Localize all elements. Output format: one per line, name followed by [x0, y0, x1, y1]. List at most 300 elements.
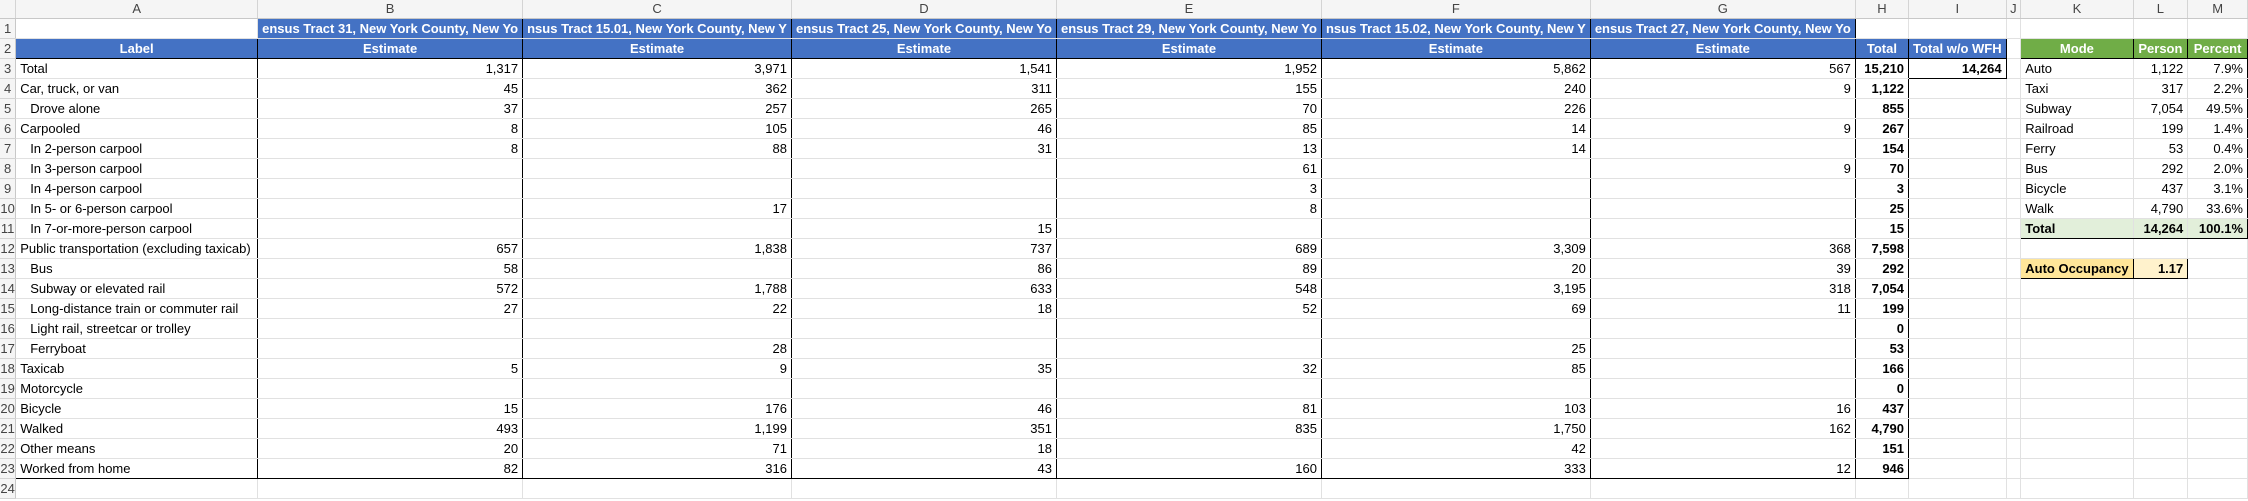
cell[interactable] [1590, 479, 1855, 499]
mode-table-header[interactable]: Percent [2188, 39, 2248, 59]
estimate-cell[interactable] [1590, 199, 1855, 219]
row-header[interactable]: 5 [0, 99, 16, 119]
cell[interactable] [1855, 19, 1908, 39]
estimate-cell[interactable]: 43 [791, 459, 1056, 479]
estimate-cell[interactable] [1321, 159, 1590, 179]
cell[interactable] [2006, 359, 2021, 379]
estimate-cell[interactable] [791, 159, 1056, 179]
estimate-cell[interactable]: 70 [1056, 99, 1321, 119]
cell[interactable] [2006, 319, 2021, 339]
cell[interactable] [1909, 159, 2007, 179]
estimate-cell[interactable] [1321, 219, 1590, 239]
cell[interactable] [2021, 399, 2133, 419]
estimate-cell[interactable]: 32 [1056, 359, 1321, 379]
estimate-cell[interactable]: 257 [523, 99, 792, 119]
estimate-cell[interactable] [258, 159, 523, 179]
cell[interactable] [2006, 219, 2021, 239]
estimate-cell[interactable]: 737 [791, 239, 1056, 259]
row-label[interactable]: Taxicab [16, 359, 258, 379]
estimate-cell[interactable] [1321, 319, 1590, 339]
estimate-cell[interactable]: 3,195 [1321, 279, 1590, 299]
row-header[interactable]: 7 [0, 139, 16, 159]
mode-person[interactable]: 292 [2133, 159, 2188, 179]
total-cell[interactable]: 855 [1855, 99, 1908, 119]
estimate-cell[interactable]: 1,952 [1056, 59, 1321, 79]
column-label[interactable]: Label [16, 39, 258, 59]
row-header[interactable]: 24 [0, 479, 16, 499]
estimate-cell[interactable] [1056, 219, 1321, 239]
total-cell[interactable]: 0 [1855, 379, 1908, 399]
column-header-i[interactable]: I [1909, 0, 2007, 19]
row-header[interactable]: 12 [0, 239, 16, 259]
cell[interactable] [2133, 459, 2188, 479]
estimate-cell[interactable]: 3 [1056, 179, 1321, 199]
column-label[interactable]: Estimate [1056, 39, 1321, 59]
estimate-cell[interactable]: 318 [1590, 279, 1855, 299]
cell[interactable] [2188, 379, 2248, 399]
estimate-cell[interactable]: 9 [1590, 79, 1855, 99]
cell[interactable] [1909, 319, 2007, 339]
cell[interactable] [1909, 79, 2007, 99]
estimate-cell[interactable]: 9 [1590, 119, 1855, 139]
row-header[interactable]: 22 [0, 439, 16, 459]
estimate-cell[interactable]: 9 [1590, 159, 1855, 179]
estimate-cell[interactable] [1590, 99, 1855, 119]
estimate-cell[interactable]: 18 [791, 299, 1056, 319]
row-header[interactable]: 15 [0, 299, 16, 319]
mode-percent[interactable]: 2.2% [2188, 79, 2248, 99]
cell[interactable] [2006, 59, 2021, 79]
cell[interactable] [1909, 139, 2007, 159]
estimate-cell[interactable] [258, 199, 523, 219]
cell[interactable] [2133, 279, 2188, 299]
estimate-cell[interactable] [1056, 339, 1321, 359]
cell[interactable] [1909, 379, 2007, 399]
cell[interactable] [1909, 479, 2007, 499]
estimate-cell[interactable]: 20 [1321, 259, 1590, 279]
row-header[interactable]: 14 [0, 279, 16, 299]
total-cell[interactable]: 1,122 [1855, 79, 1908, 99]
mode-table-header[interactable]: Mode [2021, 39, 2133, 59]
row-header[interactable]: 11 [0, 219, 16, 239]
estimate-cell[interactable]: 31 [791, 139, 1056, 159]
estimate-cell[interactable]: 13 [1056, 139, 1321, 159]
column-header-e[interactable]: E [1056, 0, 1321, 19]
estimate-cell[interactable]: 15 [791, 219, 1056, 239]
cell[interactable] [523, 479, 792, 499]
estimate-cell[interactable] [791, 179, 1056, 199]
estimate-cell[interactable]: 45 [258, 79, 523, 99]
mode-label[interactable]: Bus [2021, 159, 2133, 179]
cell[interactable] [2021, 279, 2133, 299]
column-label[interactable]: Estimate [791, 39, 1056, 59]
mode-label[interactable]: Taxi [2021, 79, 2133, 99]
row-label[interactable]: Public transportation (excluding taxicab) [16, 239, 258, 259]
cell[interactable] [2188, 439, 2248, 459]
estimate-cell[interactable]: 8 [1056, 199, 1321, 219]
cell[interactable] [2021, 439, 2133, 459]
row-label[interactable]: Subway or elevated rail [16, 279, 258, 299]
total-cell[interactable]: 15 [1855, 219, 1908, 239]
cell[interactable] [2133, 299, 2188, 319]
estimate-cell[interactable]: 1,541 [791, 59, 1056, 79]
column-header-m[interactable]: M [2188, 0, 2248, 19]
cell[interactable] [1909, 259, 2007, 279]
estimate-cell[interactable]: 362 [523, 79, 792, 99]
estimate-cell[interactable]: 46 [791, 399, 1056, 419]
tract-header[interactable]: nsus Tract 15.01, New York County, New Y [523, 19, 792, 39]
total-cell[interactable]: 53 [1855, 339, 1908, 359]
column-header-a[interactable]: A [16, 0, 258, 19]
estimate-cell[interactable]: 3,309 [1321, 239, 1590, 259]
estimate-cell[interactable]: 240 [1321, 79, 1590, 99]
estimate-cell[interactable]: 16 [1590, 399, 1855, 419]
mode-person[interactable]: 7,054 [2133, 99, 2188, 119]
cell[interactable] [1909, 439, 2007, 459]
cell[interactable] [2006, 299, 2021, 319]
estimate-cell[interactable]: 22 [523, 299, 792, 319]
cell[interactable] [2006, 39, 2021, 59]
cell[interactable] [2006, 339, 2021, 359]
estimate-cell[interactable] [1590, 319, 1855, 339]
estimate-cell[interactable]: 18 [791, 439, 1056, 459]
mode-person[interactable]: 53 [2133, 139, 2188, 159]
row-header[interactable]: 3 [0, 59, 16, 79]
estimate-cell[interactable]: 657 [258, 239, 523, 259]
estimate-cell[interactable]: 633 [791, 279, 1056, 299]
cell[interactable] [1909, 219, 2007, 239]
cell[interactable] [2188, 359, 2248, 379]
cell[interactable] [2021, 319, 2133, 339]
column-label[interactable]: Estimate [258, 39, 523, 59]
cell[interactable] [2188, 259, 2248, 279]
cell[interactable] [791, 479, 1056, 499]
estimate-cell[interactable] [523, 219, 792, 239]
estimate-cell[interactable]: 5 [258, 359, 523, 379]
estimate-cell[interactable] [1590, 139, 1855, 159]
estimate-cell[interactable]: 69 [1321, 299, 1590, 319]
row-header[interactable]: 8 [0, 159, 16, 179]
total-cell[interactable]: 7,598 [1855, 239, 1908, 259]
estimate-cell[interactable]: 155 [1056, 79, 1321, 99]
cell[interactable] [2188, 419, 2248, 439]
cell[interactable] [2006, 139, 2021, 159]
cell[interactable] [2188, 339, 2248, 359]
row-label[interactable]: Car, truck, or van [16, 79, 258, 99]
estimate-cell[interactable]: 15 [258, 399, 523, 419]
row-label[interactable]: In 7-or-more-person carpool [16, 219, 258, 239]
estimate-cell[interactable]: 1,750 [1321, 419, 1590, 439]
estimate-cell[interactable] [258, 339, 523, 359]
cell[interactable] [2021, 19, 2133, 39]
row-header[interactable]: 17 [0, 339, 16, 359]
estimate-cell[interactable]: 1,788 [523, 279, 792, 299]
estimate-cell[interactable]: 61 [1056, 159, 1321, 179]
total-cell[interactable]: 292 [1855, 259, 1908, 279]
tract-header[interactable]: ensus Tract 27, New York County, New Yo [1590, 19, 1855, 39]
estimate-cell[interactable]: 52 [1056, 299, 1321, 319]
auto-occupancy-value[interactable]: 1.17 [2133, 259, 2188, 279]
total-cell[interactable]: 151 [1855, 439, 1908, 459]
cell[interactable] [1909, 179, 2007, 199]
estimate-cell[interactable]: 548 [1056, 279, 1321, 299]
row-label[interactable]: Bicycle [16, 399, 258, 419]
cell[interactable] [1909, 239, 2007, 259]
mode-person[interactable]: 317 [2133, 79, 2188, 99]
estimate-cell[interactable]: 14 [1321, 119, 1590, 139]
cell[interactable] [1909, 359, 2007, 379]
total-without-wfh-cell[interactable]: 14,264 [1909, 59, 2007, 79]
mode-percent[interactable]: 3.1% [2188, 179, 2248, 199]
cell[interactable] [2188, 19, 2248, 39]
estimate-cell[interactable] [1590, 359, 1855, 379]
cell[interactable] [2188, 299, 2248, 319]
mode-label[interactable]: Total [2021, 219, 2133, 239]
cell[interactable] [2021, 459, 2133, 479]
cell[interactable] [2006, 99, 2021, 119]
column-header-l[interactable]: L [2133, 0, 2188, 19]
row-label[interactable]: Worked from home [16, 459, 258, 479]
column-label[interactable]: Estimate [523, 39, 792, 59]
cell[interactable] [258, 479, 523, 499]
estimate-cell[interactable]: 567 [1590, 59, 1855, 79]
estimate-cell[interactable]: 8 [258, 119, 523, 139]
estimate-cell[interactable]: 226 [1321, 99, 1590, 119]
cell[interactable] [2006, 399, 2021, 419]
estimate-cell[interactable]: 493 [258, 419, 523, 439]
cell[interactable] [1909, 199, 2007, 219]
estimate-cell[interactable]: 25 [1321, 339, 1590, 359]
column-header-k[interactable]: K [2021, 0, 2133, 19]
estimate-cell[interactable] [258, 319, 523, 339]
cell[interactable] [2021, 419, 2133, 439]
cell[interactable] [2006, 259, 2021, 279]
cell[interactable] [1056, 479, 1321, 499]
cell[interactable] [2006, 19, 2021, 39]
row-label[interactable]: Walked [16, 419, 258, 439]
row-label[interactable]: Long-distance train or commuter rail [16, 299, 258, 319]
estimate-cell[interactable] [1590, 439, 1855, 459]
estimate-cell[interactable]: 3,971 [523, 59, 792, 79]
cell[interactable] [2021, 379, 2133, 399]
cell[interactable] [1909, 459, 2007, 479]
row-header[interactable]: 4 [0, 79, 16, 99]
estimate-cell[interactable] [523, 259, 792, 279]
row-header[interactable]: 13 [0, 259, 16, 279]
cell[interactable] [2021, 299, 2133, 319]
cell[interactable] [2188, 459, 2248, 479]
mode-percent[interactable]: 33.6% [2188, 199, 2248, 219]
mode-label[interactable]: Walk [2021, 199, 2133, 219]
estimate-cell[interactable]: 17 [523, 199, 792, 219]
cell[interactable] [16, 19, 258, 39]
estimate-cell[interactable]: 176 [523, 399, 792, 419]
estimate-cell[interactable]: 12 [1590, 459, 1855, 479]
mode-person[interactable]: 199 [2133, 119, 2188, 139]
estimate-cell[interactable]: 39 [1590, 259, 1855, 279]
estimate-cell[interactable]: 58 [258, 259, 523, 279]
cell[interactable] [1909, 279, 2007, 299]
estimate-cell[interactable] [523, 379, 792, 399]
estimate-cell[interactable] [1321, 379, 1590, 399]
row-header[interactable]: 16 [0, 319, 16, 339]
estimate-cell[interactable]: 333 [1321, 459, 1590, 479]
row-header[interactable]: 9 [0, 179, 16, 199]
row-label[interactable]: In 2-person carpool [16, 139, 258, 159]
estimate-cell[interactable] [791, 379, 1056, 399]
mode-table-header[interactable]: Person [2133, 39, 2188, 59]
total-cell[interactable]: 3 [1855, 179, 1908, 199]
cell[interactable] [2188, 279, 2248, 299]
cell[interactable] [2006, 379, 2021, 399]
column-label[interactable]: Estimate [1590, 39, 1855, 59]
row-label[interactable]: In 3-person carpool [16, 159, 258, 179]
total-cell[interactable]: 946 [1855, 459, 1908, 479]
estimate-cell[interactable] [258, 179, 523, 199]
cell[interactable] [2006, 79, 2021, 99]
estimate-cell[interactable]: 9 [523, 359, 792, 379]
estimate-cell[interactable] [1590, 339, 1855, 359]
cell[interactable] [1909, 339, 2007, 359]
row-header[interactable]: 18 [0, 359, 16, 379]
row-header[interactable]: 6 [0, 119, 16, 139]
estimate-cell[interactable]: 105 [523, 119, 792, 139]
cell[interactable] [1909, 399, 2007, 419]
row-label[interactable]: Motorcycle [16, 379, 258, 399]
cell[interactable] [2006, 179, 2021, 199]
estimate-cell[interactable]: 85 [1321, 359, 1590, 379]
total-cell[interactable]: 7,054 [1855, 279, 1908, 299]
row-label[interactable]: Ferryboat [16, 339, 258, 359]
row-header[interactable]: 1 [0, 19, 16, 39]
row-header[interactable]: 23 [0, 459, 16, 479]
estimate-cell[interactable] [523, 159, 792, 179]
cell[interactable] [2021, 479, 2133, 499]
cell[interactable] [2006, 279, 2021, 299]
estimate-cell[interactable]: 1,317 [258, 59, 523, 79]
row-label[interactable]: Light rail, streetcar or trolley [16, 319, 258, 339]
column-header-g[interactable]: G [1590, 0, 1855, 19]
cell[interactable] [2021, 239, 2133, 259]
cell[interactable] [2188, 479, 2248, 499]
cell[interactable] [2133, 239, 2188, 259]
row-header[interactable]: 21 [0, 419, 16, 439]
estimate-cell[interactable]: 28 [523, 339, 792, 359]
estimate-cell[interactable]: 71 [523, 439, 792, 459]
mode-label[interactable]: Subway [2021, 99, 2133, 119]
mode-percent[interactable]: 1.4% [2188, 119, 2248, 139]
column-header-f[interactable]: F [1321, 0, 1590, 19]
estimate-cell[interactable]: 35 [791, 359, 1056, 379]
column-label[interactable]: Total w/o WFH [1909, 39, 2007, 59]
cell[interactable] [2021, 339, 2133, 359]
mode-percent[interactable]: 49.5% [2188, 99, 2248, 119]
estimate-cell[interactable]: 88 [523, 139, 792, 159]
estimate-cell[interactable] [1056, 439, 1321, 459]
estimate-cell[interactable]: 572 [258, 279, 523, 299]
mode-person[interactable]: 14,264 [2133, 219, 2188, 239]
row-label[interactable]: Other means [16, 439, 258, 459]
tract-header[interactable]: ensus Tract 29, New York County, New Yo [1056, 19, 1321, 39]
mode-label[interactable]: Railroad [2021, 119, 2133, 139]
cell[interactable] [2188, 239, 2248, 259]
cell[interactable] [2133, 319, 2188, 339]
cell[interactable] [2006, 199, 2021, 219]
row-header[interactable]: 19 [0, 379, 16, 399]
cell[interactable] [2006, 119, 2021, 139]
estimate-cell[interactable] [791, 319, 1056, 339]
estimate-cell[interactable]: 14 [1321, 139, 1590, 159]
column-header-h[interactable]: H [1855, 0, 1908, 19]
column-header-c[interactable]: C [523, 0, 792, 19]
mode-label[interactable]: Auto [2021, 59, 2133, 79]
column-label[interactable]: Total [1855, 39, 1908, 59]
estimate-cell[interactable]: 368 [1590, 239, 1855, 259]
row-label[interactable]: Total [16, 59, 258, 79]
estimate-cell[interactable]: 265 [791, 99, 1056, 119]
estimate-cell[interactable]: 46 [791, 119, 1056, 139]
mode-person[interactable]: 1,122 [2133, 59, 2188, 79]
column-label[interactable]: Estimate [1321, 39, 1590, 59]
estimate-cell[interactable] [523, 319, 792, 339]
estimate-cell[interactable]: 160 [1056, 459, 1321, 479]
mode-person[interactable]: 4,790 [2133, 199, 2188, 219]
cell[interactable] [1321, 479, 1590, 499]
estimate-cell[interactable]: 689 [1056, 239, 1321, 259]
estimate-cell[interactable]: 1,199 [523, 419, 792, 439]
total-cell[interactable]: 15,210 [1855, 59, 1908, 79]
mode-person[interactable]: 437 [2133, 179, 2188, 199]
estimate-cell[interactable]: 835 [1056, 419, 1321, 439]
cell[interactable] [2133, 339, 2188, 359]
mode-label[interactable]: Ferry [2021, 139, 2133, 159]
cell[interactable] [2133, 19, 2188, 39]
total-cell[interactable]: 437 [1855, 399, 1908, 419]
cell[interactable] [2006, 159, 2021, 179]
row-label[interactable]: Carpooled [16, 119, 258, 139]
cell[interactable] [1909, 299, 2007, 319]
tract-header[interactable]: ensus Tract 31, New York County, New Yo [258, 19, 523, 39]
select-all-corner[interactable] [0, 0, 16, 19]
estimate-cell[interactable]: 20 [258, 439, 523, 459]
estimate-cell[interactable] [523, 179, 792, 199]
mode-percent[interactable]: 2.0% [2188, 159, 2248, 179]
cell[interactable] [1909, 419, 2007, 439]
estimate-cell[interactable]: 42 [1321, 439, 1590, 459]
estimate-cell[interactable] [791, 199, 1056, 219]
cell[interactable] [2006, 239, 2021, 259]
total-cell[interactable]: 199 [1855, 299, 1908, 319]
auto-occupancy-label[interactable]: Auto Occupancy [2021, 259, 2133, 279]
estimate-cell[interactable]: 37 [258, 99, 523, 119]
row-label[interactable]: Drove alone [16, 99, 258, 119]
cell[interactable] [2021, 359, 2133, 379]
column-header-b[interactable]: B [258, 0, 523, 19]
mode-percent[interactable]: 0.4% [2188, 139, 2248, 159]
cell[interactable] [2133, 419, 2188, 439]
estimate-cell[interactable]: 27 [258, 299, 523, 319]
estimate-cell[interactable] [1056, 379, 1321, 399]
estimate-cell[interactable]: 86 [791, 259, 1056, 279]
cell[interactable] [2133, 359, 2188, 379]
mode-label[interactable]: Bicycle [2021, 179, 2133, 199]
cell[interactable] [16, 479, 258, 499]
row-header[interactable]: 20 [0, 399, 16, 419]
estimate-cell[interactable] [1321, 179, 1590, 199]
cell[interactable] [2006, 439, 2021, 459]
row-label[interactable]: In 4-person carpool [16, 179, 258, 199]
estimate-cell[interactable]: 82 [258, 459, 523, 479]
